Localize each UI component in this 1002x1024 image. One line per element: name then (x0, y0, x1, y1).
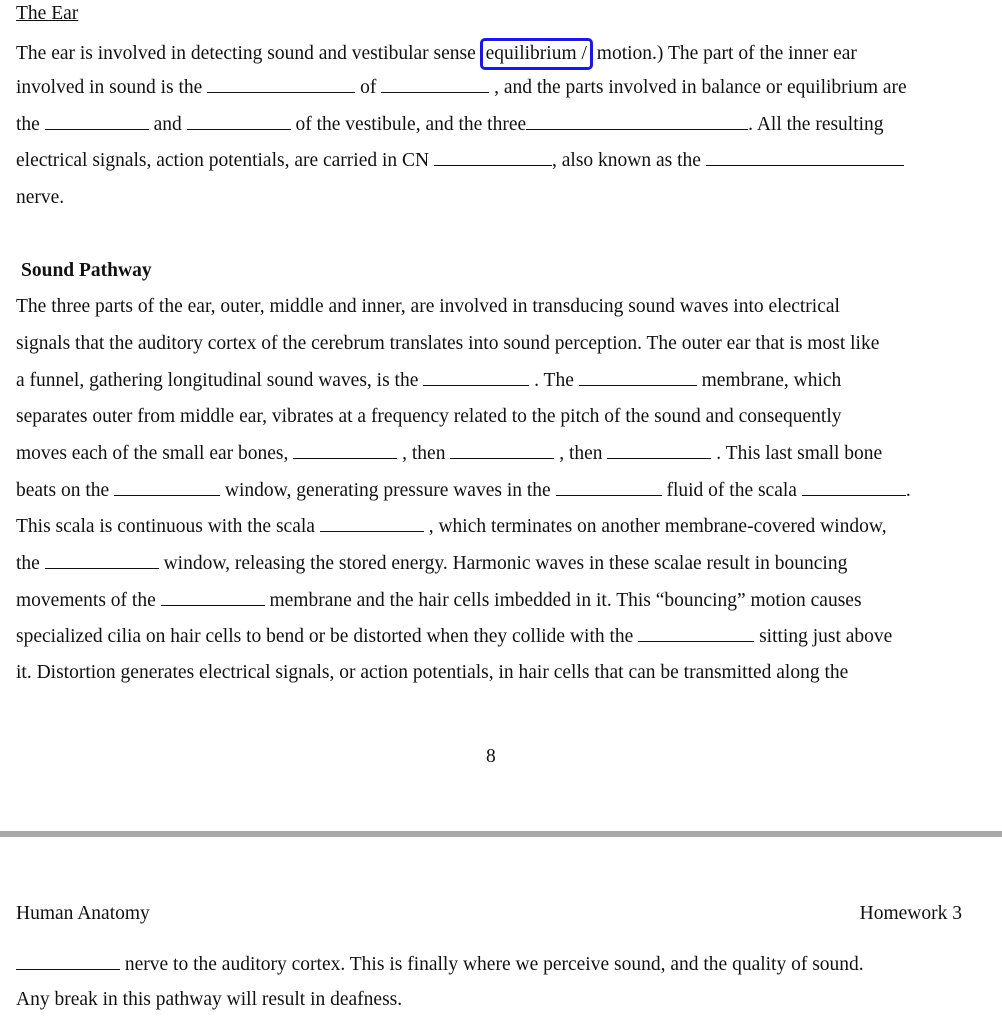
ear-paragraph-line-2: involved in sound is the of , and the parts involved in balance or equilibrium are (16, 77, 907, 98)
header-assignment-name: Homework 3 (859, 903, 962, 924)
answer-blank[interactable] (187, 115, 291, 130)
answer-blank[interactable] (207, 78, 355, 93)
ear-paragraph-line-3: the and of the vestibule, and the three . All the resulting (16, 114, 884, 135)
ear-paragraph-line-4: electrical signals, action potentials, are carried in CN , also known as the (16, 149, 904, 173)
sound-paragraph-line-5: moves each of the small ear bones, , then , then . This last small bone (16, 443, 883, 464)
answer-blank[interactable] (114, 481, 220, 496)
sound-paragraph-line-11: it. Distortion generates electrical signals, or action potentials, in hair cells that can be transmitted along the (16, 662, 849, 683)
page-divider (0, 831, 1002, 837)
sound-paragraph-line-9: movements of the membrane and the hair cells imbedded in it. This “bouncing” motion causes (16, 590, 862, 611)
sound-paragraph-line-7: This scala is continuous with the scala , which terminates on another membrane-covered window, (16, 516, 887, 537)
sound-paragraph-line-1: The three parts of the ear, outer, middle and inner, are involved in transducing sound waves into electrical (16, 296, 840, 317)
answer-blank[interactable] (45, 115, 149, 130)
sound-paragraph-line-10: specialized cilia on hair cells to bend or be distorted when they collide with the sitting just above (16, 626, 893, 647)
answer-blank[interactable] (434, 151, 552, 166)
answer-blank[interactable] (161, 591, 265, 606)
sound-paragraph-line-3: a funnel, gathering longitudinal sound waves, is the . The membrane, which (16, 370, 842, 391)
continuation-line-1: nerve to the auditory cortex. This is finally where we perceive sound, and the quality of sound. (16, 953, 864, 977)
answer-blank[interactable] (45, 554, 159, 569)
answer-blank[interactable] (706, 151, 904, 166)
answer-blank[interactable] (607, 444, 711, 459)
section-title-the-ear: The Ear (16, 3, 79, 24)
continuation-line-2: Any break in this pathway will result in deafness. (16, 989, 403, 1010)
answer-blank[interactable] (579, 371, 697, 386)
sound-paragraph-line-8: the window, releasing the stored energy. Harmonic waves in these scalae result in bouncing (16, 553, 848, 574)
answer-blank[interactable] (802, 481, 906, 496)
answer-blank[interactable] (16, 955, 120, 970)
header-course-name: Human Anatomy (16, 903, 150, 924)
answer-blank[interactable] (450, 444, 554, 459)
section-heading-sound-pathway: Sound Pathway (21, 260, 152, 281)
answer-blank[interactable] (526, 115, 748, 130)
answer-blank[interactable] (423, 371, 529, 386)
answer-blank[interactable] (556, 481, 662, 496)
answer-blank[interactable] (381, 78, 489, 93)
page-number: 8 (486, 746, 496, 767)
highlighted-selection-box[interactable]: equilibrium / (480, 38, 593, 70)
ear-paragraph-line-5: nerve. (16, 187, 65, 208)
sound-paragraph-line-4: separates outer from middle ear, vibrates at a frequency related to the pitch of the sound and consequently (16, 406, 842, 427)
sound-paragraph-line-6: beats on the window, generating pressure waves in the fluid of the scala . (16, 480, 911, 501)
answer-blank[interactable] (320, 517, 424, 532)
sound-paragraph-line-2: signals that the auditory cortex of the cerebrum translates into sound perception. The outer ear that is most like (16, 333, 880, 354)
answer-blank[interactable] (638, 627, 754, 642)
ear-paragraph-line-1: The ear is involved in detecting sound and vestibular sense equilibrium / motion.) The part of the inner ear (16, 38, 857, 70)
answer-blank[interactable] (293, 444, 397, 459)
